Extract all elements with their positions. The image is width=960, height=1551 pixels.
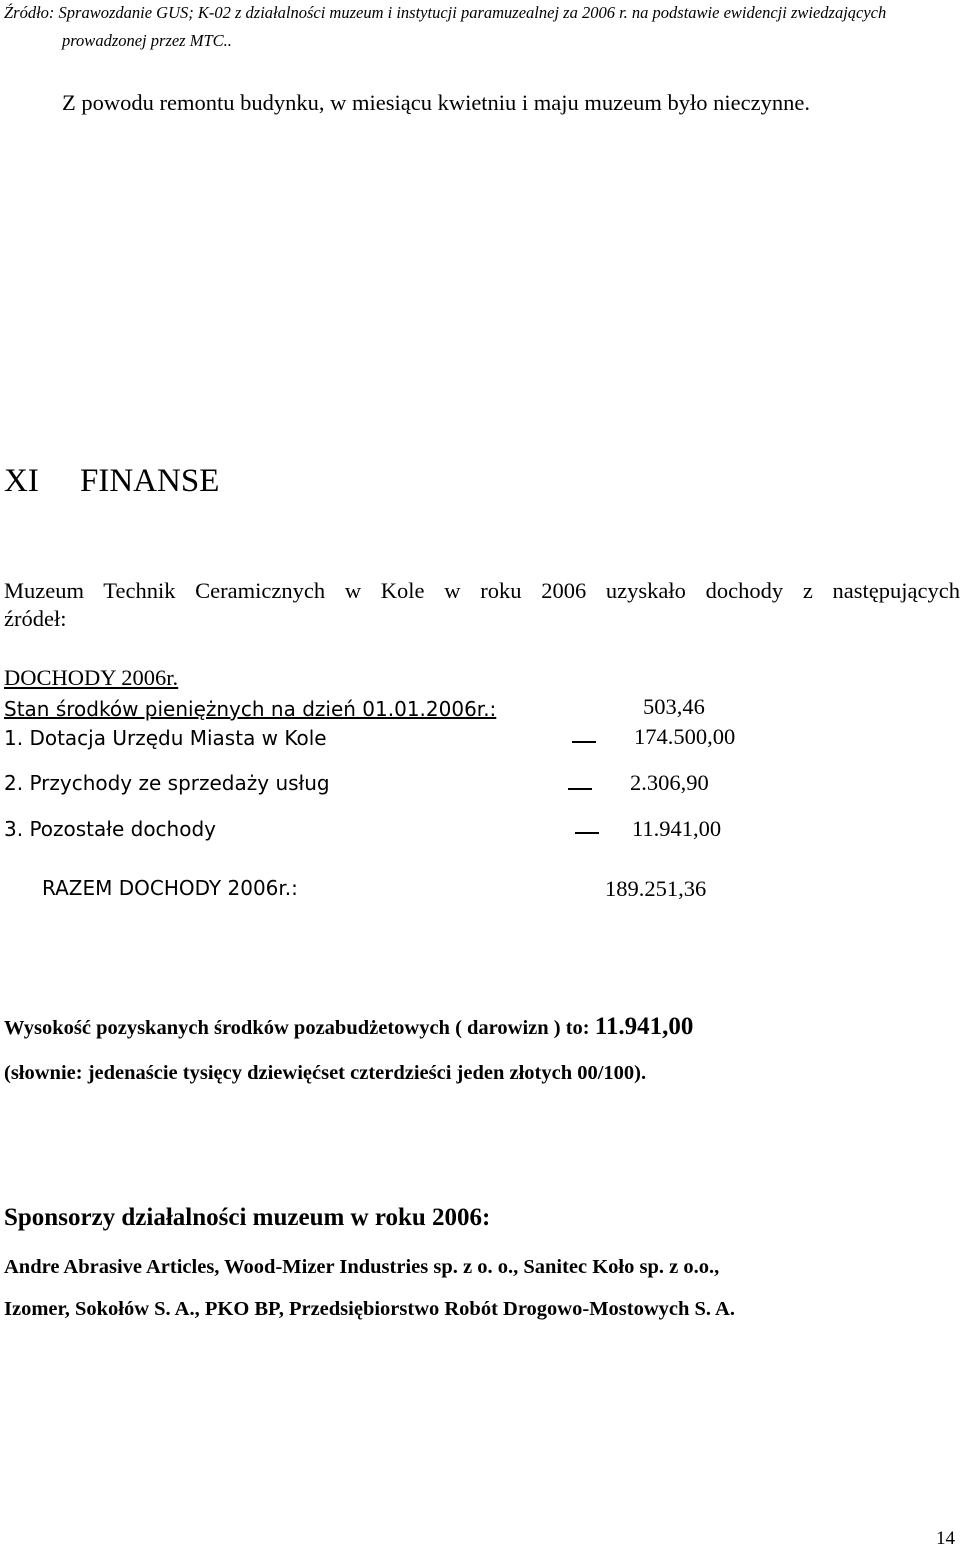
closure-note: Z powodu remontu budynku, w miesiącu kwietniu i maju muzeum było nieczynne. — [62, 90, 810, 115]
donations-line-2: (słownie: jedenaście tysięcy dziewięćset czterdzieści jeden złotych 00/100). — [4, 1062, 647, 1084]
source-note-line-2: prowadzonej przez MTC.. — [62, 31, 232, 50]
total-label: RAZEM DOCHODY 2006r.: — [42, 876, 298, 900]
dash-2 — [568, 788, 592, 790]
page-number: 14 — [936, 1528, 955, 1549]
section-number: XI — [4, 463, 39, 499]
donations-amount: 11.941,00 — [594, 1013, 694, 1040]
income-item-3-value: 11.941,00 — [632, 816, 722, 841]
intro-line-1: Muzeum Technik Ceramicznych w Kole w roku 2006 uzyskało dochody z następujących — [4, 578, 960, 603]
opening-balance-label: Stan środków pieniężnych na dzień 01.01.2006r.: — [4, 697, 497, 721]
income-item-2-value: 2.306,90 — [630, 770, 709, 795]
donations-text: Wysokość pozyskanych środków pozabudżetowych ( darowizn ) to: — [4, 1017, 595, 1039]
sponsors-heading: Sponsorzy działalności muzeum w roku 2006: — [4, 1204, 491, 1231]
total-value: 189.251,36 — [605, 876, 707, 901]
dash-3 — [575, 832, 599, 834]
income-item-1-value: 174.500,00 — [634, 724, 736, 749]
income-item-3-label: 3. Pozostałe dochody — [4, 817, 216, 841]
source-note-line-1: Źródło: Sprawozdanie GUS; K-02 z działalności muzeum i instytucji paramuzealnej za 2006 r. na podstawie ewidencji zwiedzających — [4, 3, 887, 22]
sponsors-line-2: Izomer, Sokołów S. A., PKO BP, Przedsiębiorstwo Robót Drogowo-Mostowych S. A. — [4, 1298, 735, 1320]
opening-balance-value: 503,46 — [643, 694, 705, 719]
sponsors-line-1: Andre Abrasive Articles, Wood-Mizer Industries sp. z o. o., Sanitec Koło sp. z o.o., — [4, 1256, 720, 1278]
intro-line-2: źródeł: — [4, 606, 67, 631]
donations-line-1 — [4, 1013, 693, 1041]
dash-1 — [572, 741, 596, 743]
income-item-1-label: 1. Dotacja Urzędu Miasta w Kole — [4, 726, 327, 750]
income-heading: DOCHODY 2006r. — [4, 665, 179, 690]
section-title: FINANSE — [80, 463, 220, 499]
income-item-2-label: 2. Przychody ze sprzedaży usług — [4, 771, 330, 795]
